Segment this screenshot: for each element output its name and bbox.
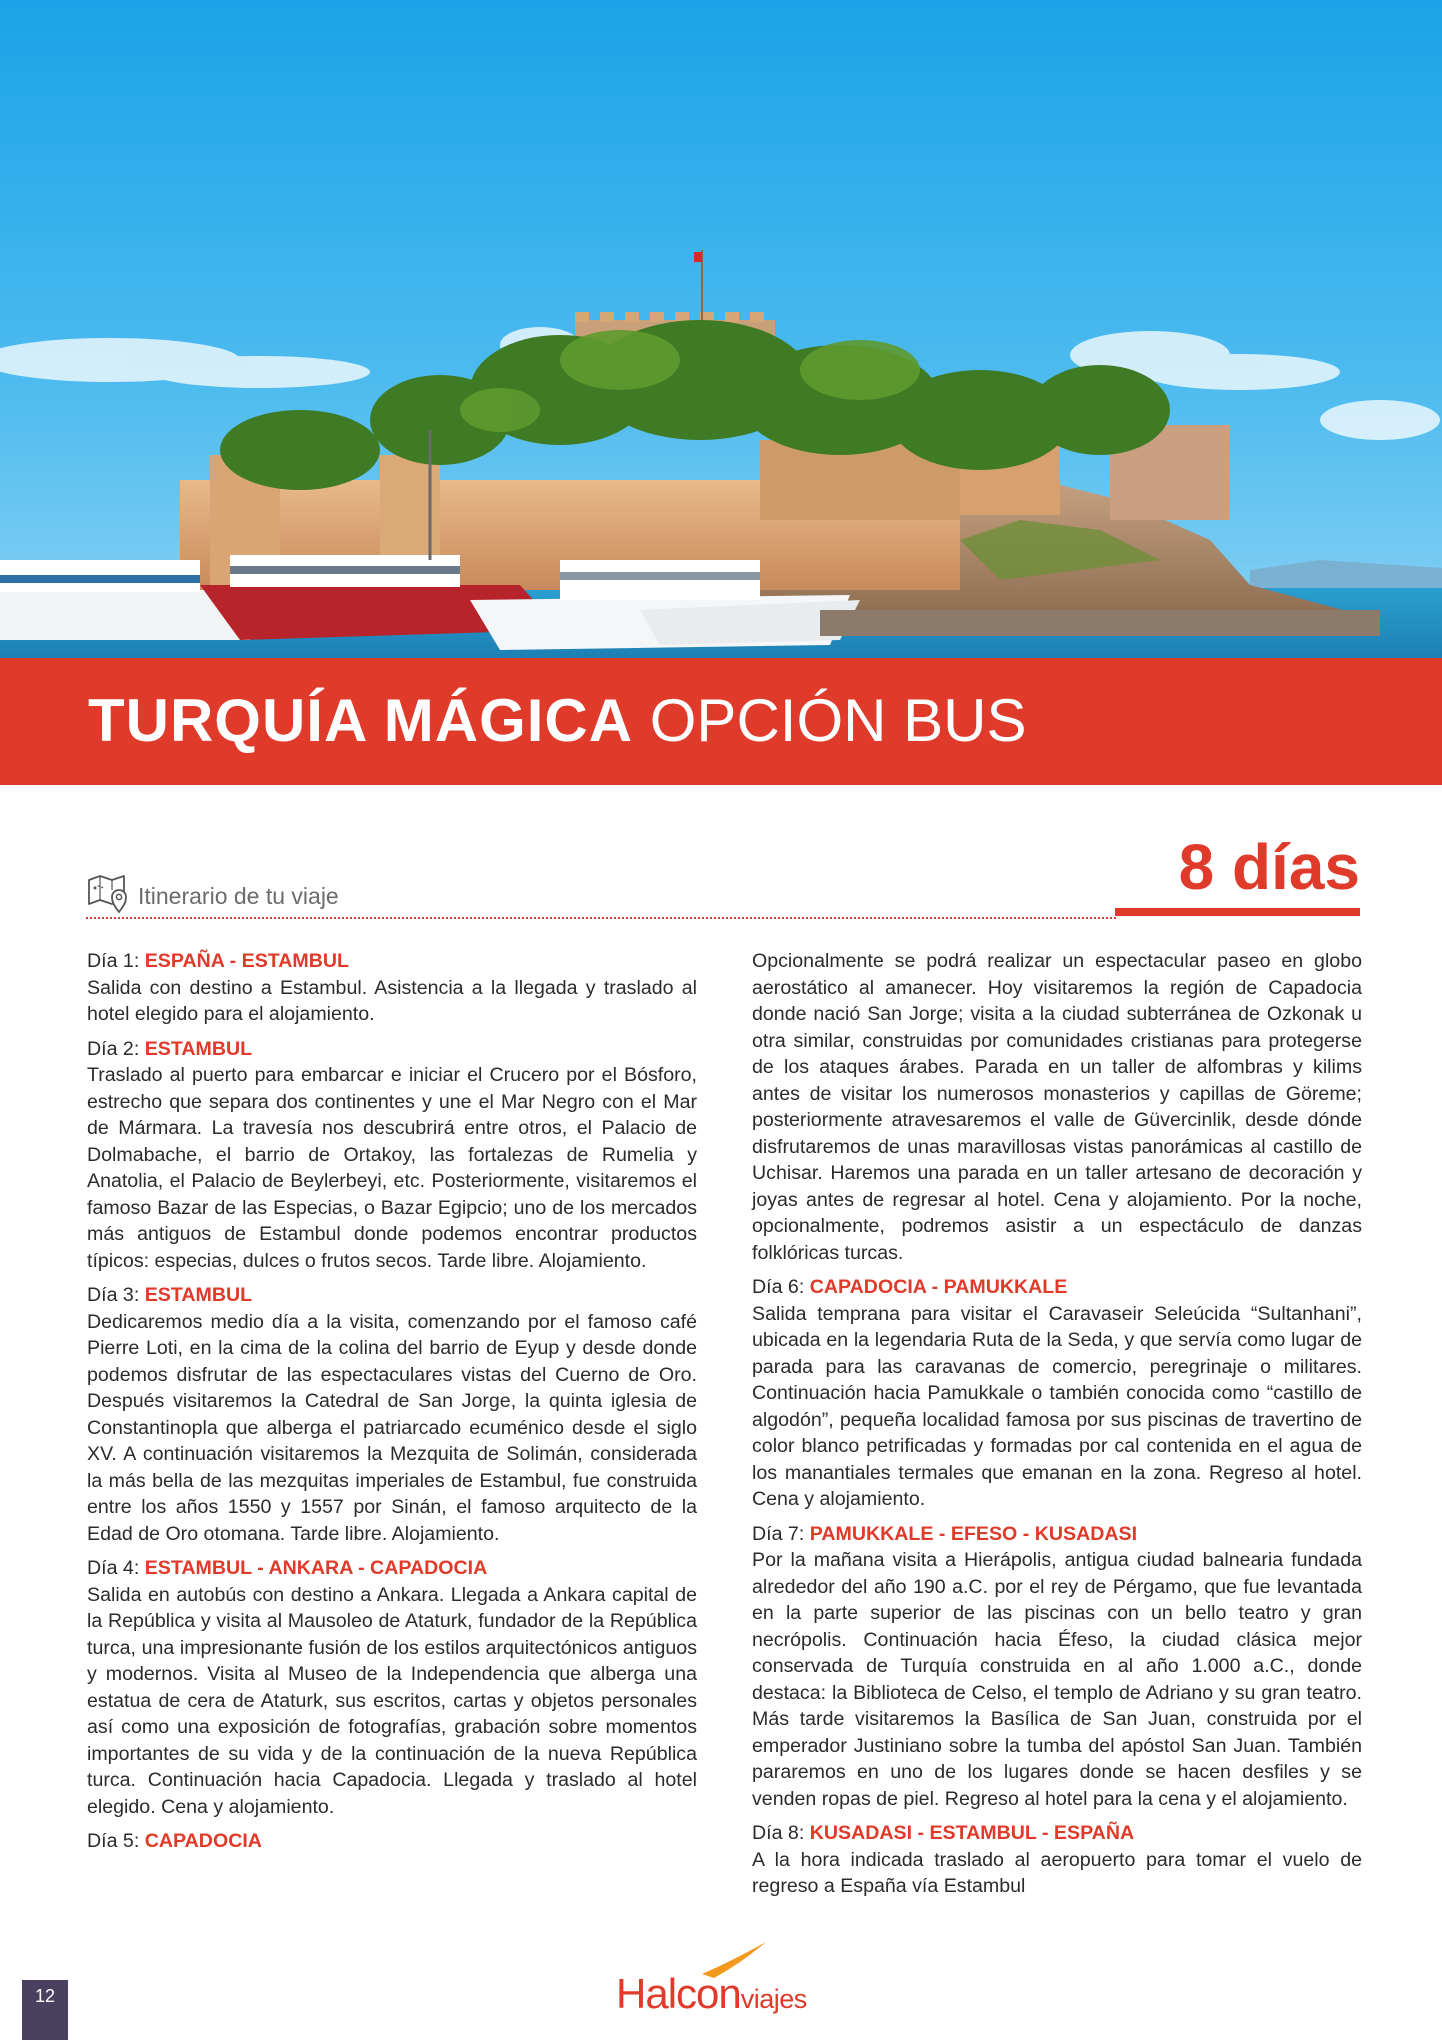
title-banner: [0, 658, 1442, 785]
day-number: Día 4:: [87, 1557, 140, 1579]
day-entry: [87, 1555, 697, 1820]
page-title: [88, 686, 1026, 756]
itinerary-column-left: [87, 948, 697, 1863]
day-heading: [752, 1274, 1362, 1301]
day-entry: [752, 948, 1362, 1266]
itinerary-label: Itinerario de tu viaje: [138, 882, 339, 909]
day-heading: [87, 1555, 697, 1582]
dotted-divider: [86, 917, 1116, 919]
day-description: Dedicaremos medio día a la visita, comenzando por el famoso café Pierre Loti, en la cima de la colina del barrio de Eyup y desde donde podemos disfrutar de las espectaculares vistas del Cuerno de Oro. Después visitaremos la Catedral de San Jorge, la quinta iglesia de Constantinopla que alberga el patriarcado ecuménico desde el siglo XV. A continuación visitaremos la Mezquita de Solimán, considerada la más bella de las mezquitas imperiales de Estambul, fue construida entre los años 1550 y 1557 por Sinán, el famoso arquitecto de la Edad de Oro otomana. Tarde libre. Alojamiento.: [87, 1310, 697, 1545]
hero-photo: [0, 0, 1442, 660]
day-heading: [87, 1828, 697, 1855]
day-entry: [752, 1274, 1362, 1513]
duration-text: 8 días: [1178, 831, 1360, 903]
day-route: PAMUKKALE - EFESO - KUSADASI: [809, 1522, 1138, 1545]
day-description: Salida temprana para visitar el Caravaseir Seleúcida “Sultanhani”, ubicada en la legendaria Ruta de la Seda, y que servía como lugar de parada para las caravanas de comercio, peregrinaje o militares. Continuación hacia Pamukkale o también conocida como “castillo de algodón”, pequeña localidad famosa por sus piscinas de travertino de color blanco petrificadas y formadas por cal contenida en el agua de los manantiales termales que emanan en la zona. Regreso al hotel. Cena y alojamiento.: [752, 1302, 1362, 1510]
day-number: Día 1:: [87, 950, 140, 972]
day-entry: [87, 1282, 697, 1547]
day-description: A la hora indicada traslado al aeropuerto para tomar el vuelo de regreso a España vía Estambul: [752, 1848, 1362, 1897]
day-heading: [87, 948, 697, 975]
itinerary-heading: [86, 866, 339, 916]
day-entry: [87, 948, 697, 1028]
itinerary-column-right: [752, 948, 1362, 1908]
day-route: CAPADOCIA: [144, 1830, 262, 1852]
day-description: Traslado al puerto para embarcar e iniciar el Crucero por el Bósforo, estrecho que separa dos continentes y une el Mar Negro con el Mar de Mármara. La travesía nos descubrirá entre otros, el Palacio de Dolmabache, el barrio de Ortakoy, las fortalezas de Rumelia y Anatolia, el Palacio de Beylerbeyi, etc. Posteriormente, visitaremos el famoso Bazar de las Especias, o Bazar Egipcio; uno de los mercados más antiguos de Estambul donde podemos encontrar productos típicos: especias, dulces o frutos secos. Tarde libre. Alojamiento.: [87, 1064, 697, 1272]
day-entry: [752, 1820, 1362, 1900]
day-number: Día 5:: [87, 1830, 140, 1852]
logo-sub-text: viajes: [740, 1984, 807, 2014]
day-number: Día 6:: [752, 1276, 805, 1298]
day-route: ESTAMBUL: [144, 1037, 253, 1060]
day-route: KUSADASI - ESTAMBUL - ESPAÑA: [809, 1822, 1135, 1844]
day-route: ESTAMBUL - ANKARA - CAPADOCIA: [144, 1557, 488, 1579]
title-light: OPCIÓN BUS: [649, 687, 1027, 754]
day-number: Día 8:: [752, 1822, 805, 1844]
day-entry: [752, 1521, 1362, 1813]
day-route: ESPAÑA - ESTAMBUL: [144, 950, 350, 972]
title-bold: TURQUÍA MÁGICA: [88, 687, 634, 754]
castle-island-illustration: [0, 0, 1442, 660]
day-description: Salida con destino a Estambul. Asistencia a la llegada y traslado al hotel elegido para el alojamiento.: [87, 976, 697, 1025]
day-description: Salida en autobús con destino a Ankara. Llegada a Ankara capital de la República y visita al Mausoleo de Ataturk, fundador de la República turca, una impresionante fusión de los estilos arquitectónicos antiguos y modernos. Visita al Museo de la Independencia que alberga una estatua de cera de Ataturk, sus escritos, cartas y objetos personales así como una exposición de fotografías, grabación sobre momentos importantes de su vida y de la continuación de la nueva República turca. Continuación hacia Capadocia. Llegada y traslado al hotel elegido. Cena y alojamiento.: [87, 1583, 697, 1818]
day-heading: [87, 1036, 697, 1063]
day-description: Opcionalmente se podrá realizar un espectacular paseo en globo aerostático al amanecer. Hoy visitaremos la región de Capadocia donde nació San Jorge; visita a la ciudad subterránea de Ozkonak u otra similar, construidas por comunidades cristianas para protegerse de los ataques árabes. Parada en un taller de alfombras y kilims antes de visitar los numerosos monasterios y capillas de Göreme; posteriormente atravesaremos el valle de Güvercinlik, desde dónde disfrutaremos de unas maravillosas vistas panorámicas al castillo de Uchisar. Haremos una parada en un taller artesano de decoración y joyas antes de regresar al hotel. Cena y alojamiento. Por la noche, opcionalmente, podremos asistir a un espectáculo de danzas folklóricas turcas.: [752, 950, 1362, 1264]
day-number: Día 3:: [87, 1284, 140, 1306]
day-number: Día 7:: [752, 1522, 805, 1545]
day-heading: [752, 1521, 1362, 1548]
day-entry: [87, 1828, 697, 1855]
duration-underline: [1115, 908, 1360, 916]
day-entry: [87, 1036, 697, 1275]
halcon-logo: [612, 1940, 842, 2020]
day-route: CAPADOCIA - PAMUKKALE: [809, 1276, 1068, 1298]
duration-badge: [1115, 832, 1360, 902]
page-number: 12: [34, 1986, 56, 2006]
page-number-tab: [22, 1980, 68, 2040]
day-heading: [752, 1820, 1362, 1847]
day-route: ESTAMBUL: [144, 1284, 253, 1306]
day-heading: [87, 1282, 697, 1309]
map-pin-icon: [86, 868, 132, 914]
logo-wordmark: [616, 1970, 807, 2018]
day-number: Día 2:: [87, 1037, 140, 1060]
day-description: Por la mañana visita a Hierápolis, antigua ciudad balnearia fundada alrededor del año 190 a.C. por el rey de Pérgamo, que fue levantada en la parte superior de las piscinas con un bello teatro y gran necrópolis. Continuación hacia Éfeso, la ciudad clásica mejor conservada de Turquía construida en al año 1.000 a.C., donde destaca: la Biblioteca de Celso, el templo de Adriano y su gran teatro. Más tarde visitaremos la Basílica de San Juan, construida por el emperador Justiniano sobre la tumba del apóstol San Juan. También pararemos en uno de los lugares donde se hacen desfiles y se venden ropas de piel. Regreso al hotel para la cena y el alojamiento.: [752, 1549, 1362, 1810]
logo-main-text: Halcon: [616, 1970, 741, 2017]
